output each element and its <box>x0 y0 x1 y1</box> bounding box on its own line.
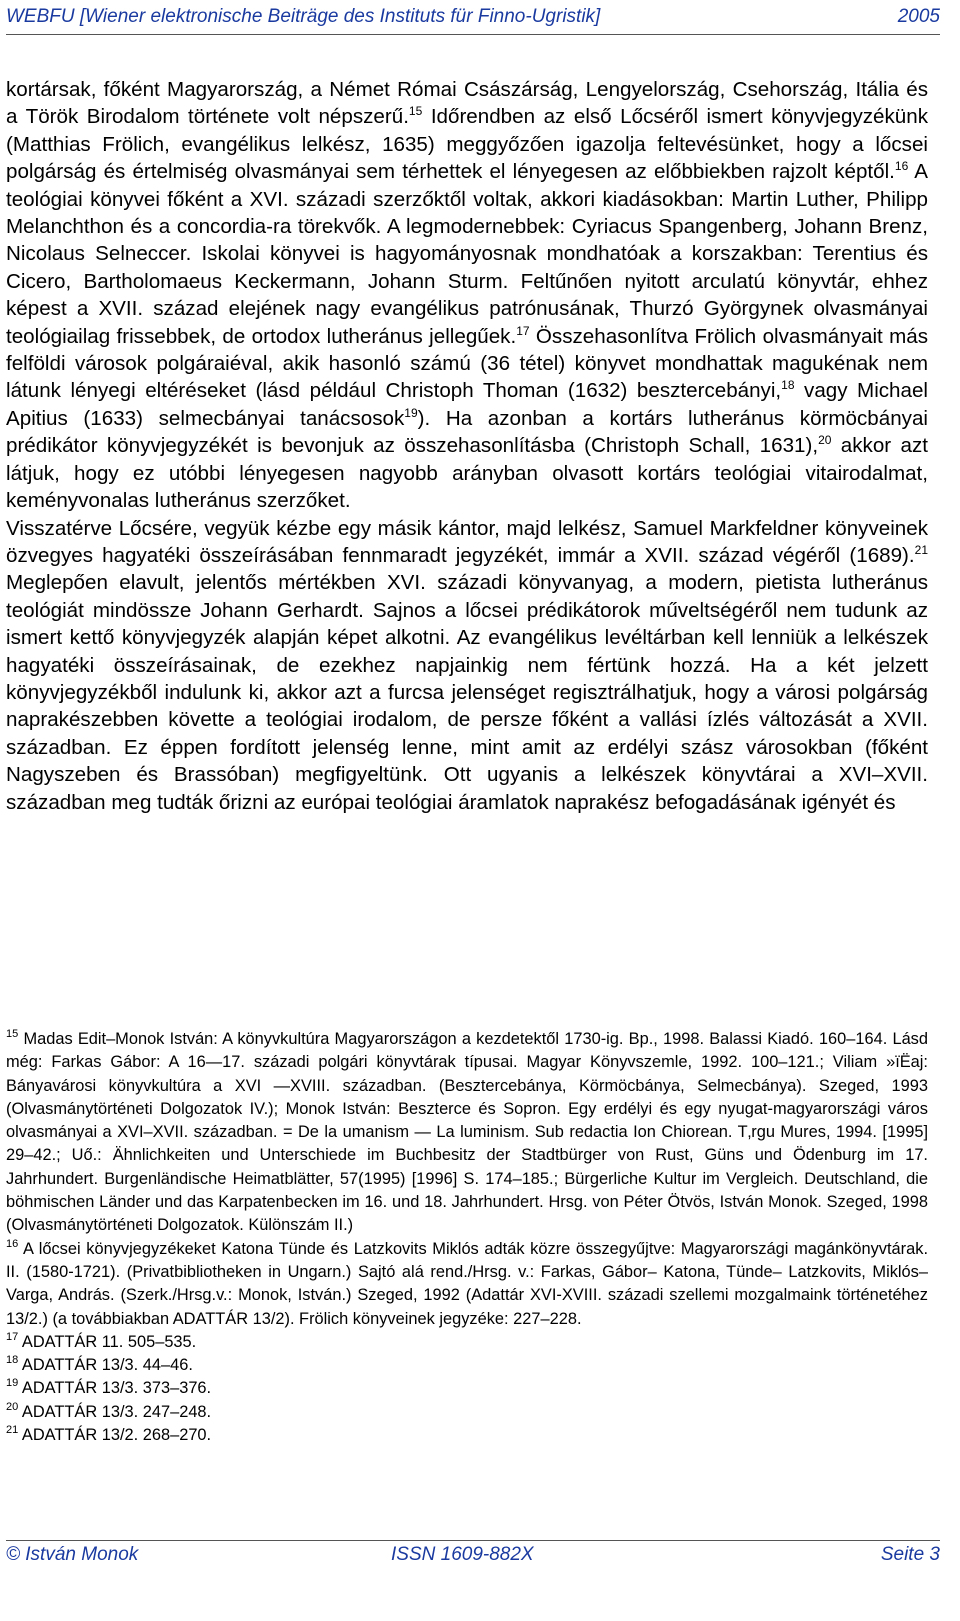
footer-divider <box>6 1540 940 1541</box>
footnote-text: Madas Edit–Monok István: A könyvkultúra Magyarországon a kezdetektől 1730-ig. Bp., 1998. Balassi Kiadó. 160–164. Lásd még: Farkas Gábor: A 16—17. századi polgári könyvtárak típusai. Magyar Könyvszemle, 1992. 100–121.; Viliam »ïËaj: Bányavárosi könyvkultúra a XVI —XVIII. században. (Besztercebánya, Körmöcbánya, Selmecbánya). Szeged, 1993 (Olvasmánytörténeti Dolgozatok IV.); Monok István: Beszterce és Sopron. Egy erdélyi és egy nyugat-magyarországi város olvasmányai a XVI–XVII. században. = De la umanism — La luminism. Sub redactia Ion Chiorean. T‚rgu Mures, 1994. [1995] 29–42.; Uő.: Ähnlichkeiten und Unterschiede im Buchbesitz der Stadtbürger von Rust, Güns und Ödenburg im 17. Jahrhundert. Burgenländische Heimatblätter, 57(1995) [1996] S. 174–185.; Bürgerliche Kultur im Vergleich. Deutschland, die böhmischen Länder und das Karpatenbecken im 16. und 18. Jahrhundert. Hrsg. von Péter Ötvös, István Monok. Szeged, 1998 (Olvasmánytörténeti Dolgozatok. Különszám II.) <box>6 1030 928 1235</box>
journal-year: 2005 <box>897 6 940 27</box>
footnote-text: ADATTÁR 11. 505–535. <box>18 1332 197 1351</box>
header-divider <box>6 34 940 35</box>
footnote-reference: 19 <box>404 405 418 420</box>
footnote-number: 15 <box>6 1028 19 1040</box>
body-paragraph <box>6 515 928 816</box>
text-run: Visszatérve Lőcsére, vegyük kézbe egy másik kántor, majd lelkész, Samuel Markfeldner könyveinek özvegyes hagyatéki összeírásában fennmaradt jegyzékét, immár a XVII. század végéről (1689). <box>6 516 928 567</box>
footnote-text: ADATTÁR 13/3. 373–376. <box>18 1379 212 1398</box>
footer-issn: ISSN 1609-882X <box>391 1544 534 1565</box>
footer-author: © István Monok <box>6 1544 139 1565</box>
footnote-15 <box>6 1028 928 1238</box>
footnote-number: 17 <box>6 1330 19 1343</box>
text-run: akkor azt látjuk, hogy ez utóbbi lényegesen nagyobb arányban olvasott kortárs teológiai vitairodalmat, keményvonalas lutheránus szerzőket. <box>6 434 928 513</box>
text-run: Meglepően elavult, jelentős mértékben XVI. századi könyvanyag, a modern, pietista lutheránus teológiát mindössze Johann Gerhardt. Sajnos a lőcsei prédikátorok műveltségéről nem tudunk az ismert kettő könyvjegyzék alapján képet alkotni. Az evangélikus levéltárban kell lenniük a lelkészek hagyatéki összeírásainak, de ezekhez napjainkig nem fértünk hozzá. Ha a két jelzett könyvjegyzékből indulunk ki, akkor azt a furcsa jelenséget regisztrálhatjuk, hogy a városi polgárság naprakészebben követte a teológiai irodalom, de persze főként a vallási ízlés változását a XVII. században. Ez éppen fordított jelenség lenne, mint amit az erdélyi szász városokban (főként Nagyszeben és Brassóban) megfigyeltünk. Ott ugyanis a lelkészek könyvtárai a XVI–XVII. században meg tudták őrizni az európai teológiai áramlatok naprakész befogadásának igényét és <box>6 571 928 814</box>
footnote-18 <box>6 1354 928 1377</box>
footnote-number: 18 <box>6 1354 19 1367</box>
main-text <box>6 76 928 816</box>
footnote-21 <box>6 1424 928 1447</box>
footnote-number: 19 <box>6 1377 19 1390</box>
footnote-number: 16 <box>6 1237 19 1250</box>
footnote-20 <box>6 1401 928 1424</box>
page-footer <box>6 1544 940 1574</box>
text-run: kortársak, főként Magyarország, a Német Római Császárság, Lengyelország, Csehország, Itália és a Török Birodalom története volt népszerű. <box>6 78 928 129</box>
body-paragraph <box>6 76 928 515</box>
footnote-reference: 17 <box>516 323 530 338</box>
footer-page-number: Seite 3 <box>880 1544 940 1565</box>
text-run: vagy Michael Apitius (1633) selmecbányai tanácsosok <box>6 379 928 430</box>
footnote-16 <box>6 1238 928 1331</box>
footnote-17 <box>6 1331 928 1354</box>
footnote-reference: 18 <box>781 378 795 393</box>
footnote-reference: 16 <box>894 159 909 174</box>
footnote-reference: 21 <box>914 542 928 557</box>
footnote-text: ADATTÁR 13/3. 247–248. <box>18 1402 212 1421</box>
text-run: Időrendben az első Lőcséről ismert könyvjegyzékünk (Matthias Frölich, evangélikus lelkész, 1635) meggyőzően igazolja feltevésünket, hogy a lőcsei polgárság és értelmiség olvasmányai sem térhettek el lényegesen az előbbiekben rajzolt képtől. <box>6 105 928 184</box>
text-run: ). Ha azonban a kortárs lutheránus körmöcbányai prédikátor könyvjegyzékét is bevonjuk az összehasonlításba (Christoph Schall, 1631), <box>6 406 928 458</box>
footnote-text: ADATTÁR 13/2. 268–270. <box>18 1426 212 1445</box>
footnote-number: 20 <box>6 1400 19 1413</box>
footnote-number: 21 <box>6 1424 19 1437</box>
footnote-reference: 15 <box>408 104 423 119</box>
text-run: A teológiai könyvei főként a XVI. századi szerzőktől voltak, akkori kiadásokban: Martin Luther, Philipp Melanchthon és a concordia-ra törekvők. A legmodernebbek: Cyriacus Spangenberg, Johann Brenz, Nicolaus Selneccer. Iskolai könyvei is hagyományosnak mondhatóak a korszakban: Terentius és Cicero, Bartholomaeus Keckermann, Johann Sturm. Feltűnően nyitott arculatú könyvtár, ehhez képest a XVII. század elejének nagy evangélikus patrónusának, Thurzó Györgynek olvasmányai teológiailag frissebbek, de ortodox lutheránus jellegűek. <box>6 160 928 348</box>
footnote-reference: 20 <box>818 433 832 448</box>
footnote-19 <box>6 1377 928 1400</box>
page-header <box>6 4 940 30</box>
footnote-text: ADATTÁR 13/3. 44–46. <box>18 1356 193 1375</box>
text-run: Összehasonlítva Frölich olvasmányait más felföldi városok polgáraiéval, akik hasonló számú (36 tétel) könyvet mondhattak magukénak nem látunk lényegi eltéréseket (lásd például Christoph Thoman (1632) besztercebányi, <box>6 324 928 403</box>
footnotes-section <box>6 1028 928 1447</box>
journal-title: WEBFU [Wiener elektronische Beiträge des Instituts für Finno-Ugristik] <box>6 6 601 27</box>
footnote-text: A lőcsei könyvjegyzékeket Katona Tünde és Latzkovits Miklós adták közre összegyűjtve: Magyarországi magánkönyvtárak. II. (1580-1721). (Privatbibliotheken in Ungarn.) Sajtó alá rend./Hrsg. v.: Farkas, Gábor– Katona, Tünde– Latzkovits, Miklós– Varga, András. (Szerk./Hrsg.v.: Monok, István.) Szeged, 1992 (Adattár XVI-XVIII. századi szellemi mozgalmaink történetéhez 13/2.) (a továbbiakban ADATTÁR 13/2). Frölich könyveinek jegyzéke: 227–228. <box>6 1239 928 1328</box>
